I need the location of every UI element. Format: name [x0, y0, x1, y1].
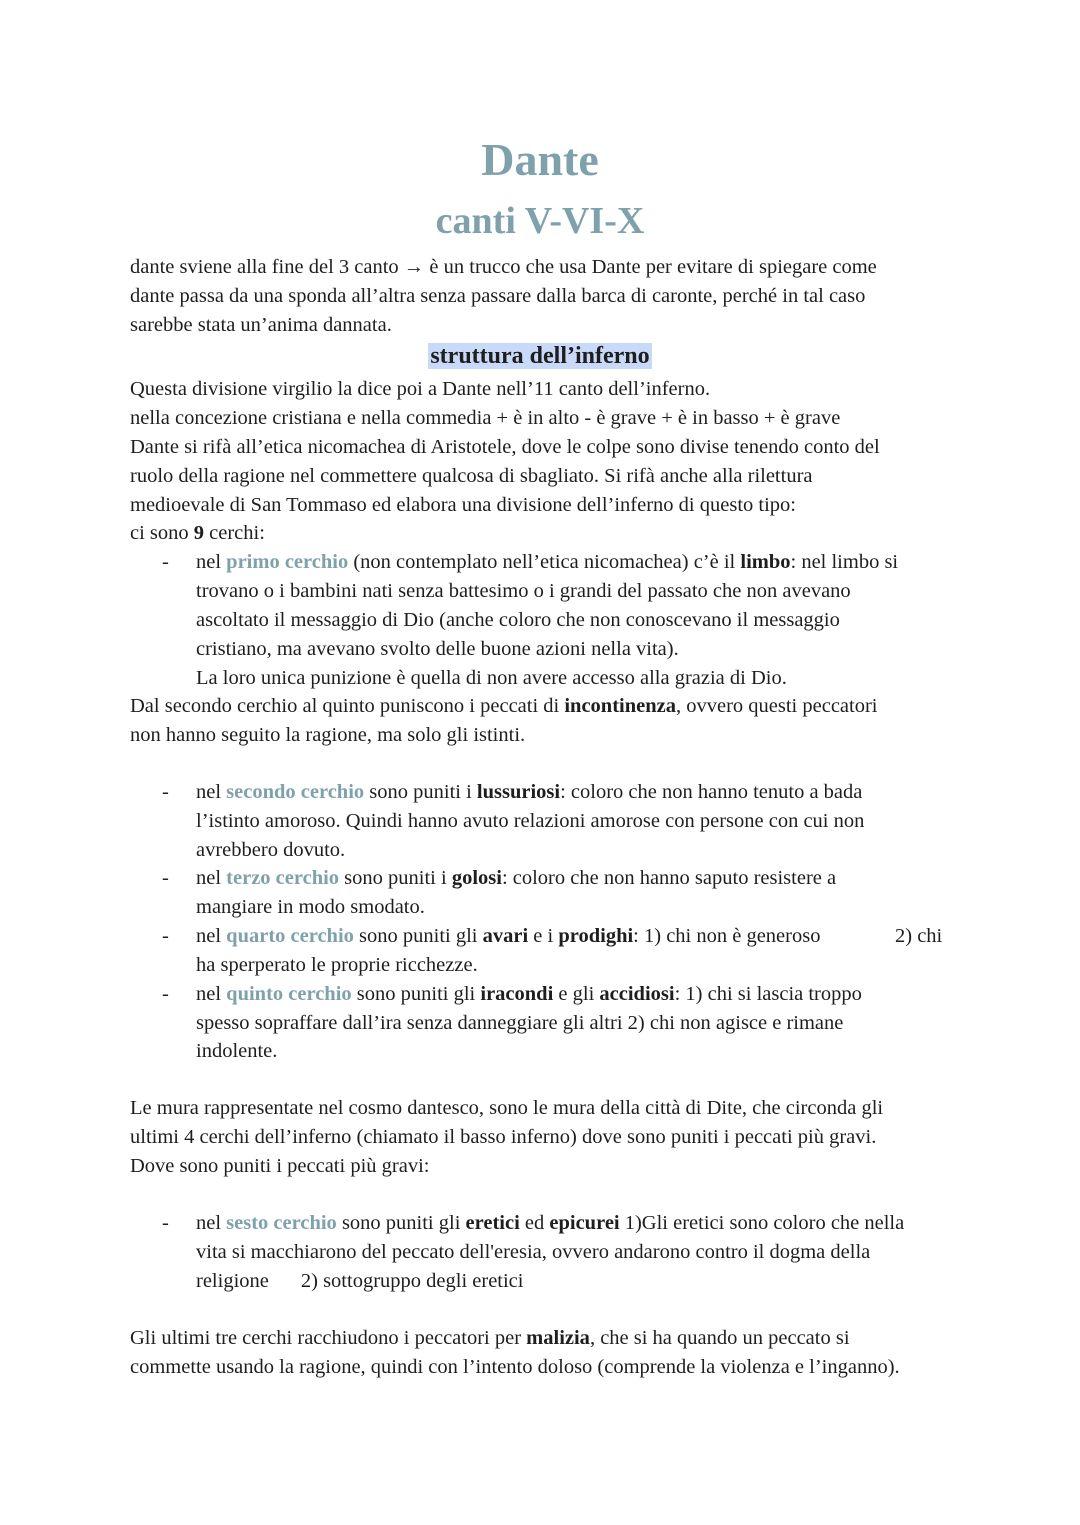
list-bullet: - [162, 781, 169, 803]
secondo-cerchio-line-2: l’istinto amoroso. Quindi hanno avuto relazioni amorose con persone con cui non [196, 810, 865, 832]
incontinenza-line-2: non hanno seguito la ragione, ma solo gli istinti. [130, 724, 526, 746]
list-bullet: - [162, 867, 169, 889]
mura-line-3: Dove sono puniti i peccati più gravi: [130, 1155, 430, 1177]
section-heading: struttura dell’inferno [430, 343, 650, 369]
para1-line-5: medioevale di San Tommaso ed elabora una divisione dell’inferno di questo tipo: [130, 494, 796, 516]
para1-line-1: Questa divisione virgilio la dice poi a Dante nell’11 canto dell’inferno. [130, 378, 711, 400]
list-bullet: - [162, 983, 169, 1005]
primo-cerchio-line-5: La loro unica punizione è quella di non avere accesso alla grazia di Dio. [196, 667, 787, 689]
intro-line-2: dante passa da una sponda all’altra senza passare dalla barca di caronte, perché in tal caso [130, 285, 866, 307]
secondo-cerchio-line-3: avrebbero dovuto. [196, 839, 346, 861]
primo-cerchio-line-3: ascoltato il messaggio di Dio (anche coloro che non conoscevano il messaggio [196, 609, 840, 631]
list-bullet: - [162, 551, 169, 573]
terzo-cerchio-line-1: nel terzo cerchio sono puniti i golosi: coloro che non hanno saputo resistere a [196, 867, 837, 889]
document-subtitle: canti V-VI-X [435, 200, 645, 242]
sesto-cerchio-line-1: nel sesto cerchio sono puniti gli eretici ed epicurei 1)Gli eretici sono coloro che nella [196, 1212, 905, 1234]
mura-line-1: Le mura rappresentate nel cosmo dantesco, sono le mura della città di Dite, che circonda gli [130, 1097, 884, 1119]
quinto-cerchio-line-3: indolente. [196, 1040, 278, 1062]
primo-cerchio-line-1: nel primo cerchio (non contemplato nell’etica nicomachea) c’è il limbo: nel limbo si [196, 551, 899, 573]
primo-cerchio-line-2: trovano o i bambini nati senza battesimo o i grandi del passato che non avevano [196, 580, 851, 602]
para1-line-2: nella concezione cristiana e nella commedia + è in alto - è grave + è in basso + è grave [130, 407, 841, 429]
quinto-cerchio-line-2: spesso sopraffare dall’ira senza danneggiare gli altri 2) chi non agisce e rimane [196, 1012, 844, 1034]
cerchi-count-line: ci sono 9 cerchi: [130, 522, 265, 544]
quarto-cerchio-line-2: ha sperperato le proprie ricchezze. [196, 954, 478, 976]
document-title: Dante [481, 134, 599, 185]
quarto-cerchio-line-1: nel quarto cerchio sono puniti gli avari e i prodighi: 1) chi non è generoso [196, 925, 821, 947]
intro-line-3: sarebbe stata un’anima dannata. [130, 314, 392, 336]
malizia-line-1: Gli ultimi tre cerchi racchiudono i peccatori per malizia, che si ha quando un peccato si [130, 1327, 850, 1349]
sesto-cerchio-line-2: vita si macchiarono del peccato dell'eresia, ovvero andarono contro il dogma della [196, 1241, 871, 1263]
malizia-line-2: commette usando la ragione, quindi con l’intento doloso (comprende la violenza e l’inganno). [130, 1356, 900, 1378]
incontinenza-line-1: Dal secondo cerchio al quinto puniscono i peccati di incontinenza, ovvero questi peccatori [130, 695, 878, 717]
secondo-cerchio-line-1: nel secondo cerchio sono puniti i lussuriosi: coloro che non hanno tenuto a bada [196, 781, 863, 803]
quinto-cerchio-line-1: nel quinto cerchio sono puniti gli iracondi e gli accidiosi: 1) chi si lascia troppo [196, 983, 862, 1005]
list-bullet: - [162, 1212, 169, 1234]
mura-line-2: ultimi 4 cerchi dell’inferno (chiamato il basso inferno) dove sono puniti i peccati più gravi. [130, 1126, 877, 1148]
quarto-cerchio-line-1-end: 2) chi [895, 925, 943, 947]
sesto-cerchio-line-3: religione 2) sottogruppo degli eretici [196, 1270, 524, 1292]
terzo-cerchio-line-2: mangiare in modo smodato. [196, 896, 425, 918]
list-bullet: - [162, 925, 169, 947]
para1-line-4: ruolo della ragione nel commettere qualcosa di sbagliato. Si rifà anche alla rilettura [130, 465, 813, 487]
primo-cerchio-line-4: cristiano, ma avevano svolto delle buone azioni nella vita). [196, 638, 679, 660]
intro-line-1: dante sviene alla fine del 3 canto → è un trucco che usa Dante per evitare di spiegare come [130, 256, 877, 278]
para1-line-3: Dante si rifà all’etica nicomachea di Aristotele, dove le colpe sono divise tenendo conto del [130, 436, 880, 458]
